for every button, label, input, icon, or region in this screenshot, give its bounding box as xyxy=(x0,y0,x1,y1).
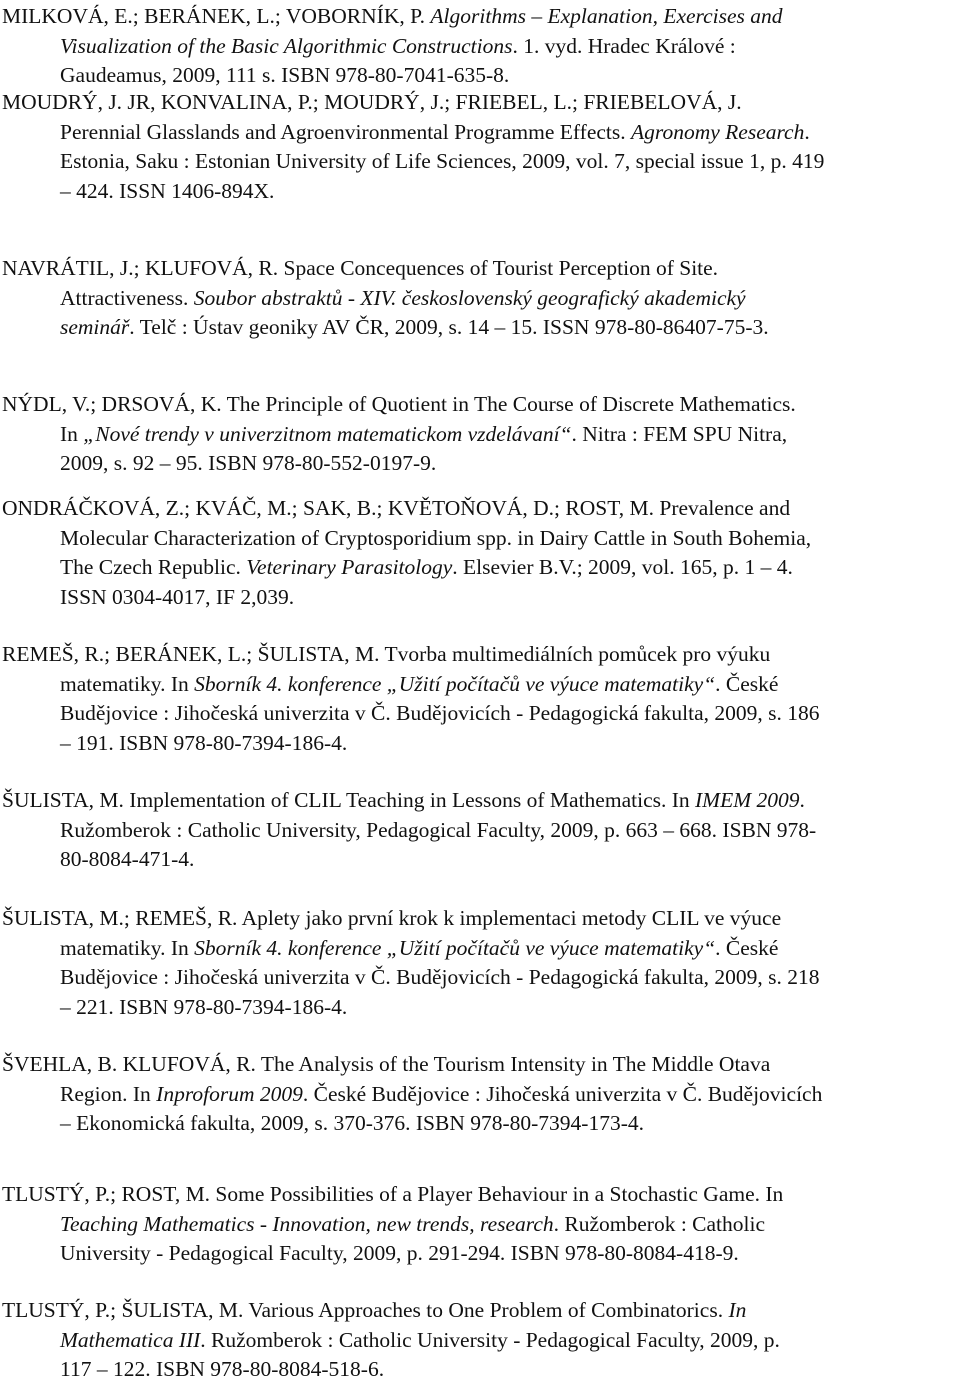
reference-text: NAVRÁTIL, J.; KLUFOVÁ, R. Space Concequences of Tourist Perception of Site. xyxy=(2,256,719,280)
reference-text: Estonia, Saku : Estonian University of Life Sciences, 2009, vol. 7, special issue 1, p. 419 xyxy=(60,149,825,173)
reference-line xyxy=(2,88,958,118)
reference-line xyxy=(2,1050,958,1080)
reference-line xyxy=(2,699,958,729)
reference-line xyxy=(2,1296,958,1326)
reference-text: . xyxy=(799,788,805,812)
reference-text: TLUSTÝ, P.; ROST, M. Some Possibilities of a Player Behaviour in a Stochastic Game. In xyxy=(2,1182,784,1206)
reference-line xyxy=(2,1355,958,1385)
reference-italic-text: Mathematica III xyxy=(60,1327,201,1352)
reference-text: ISSN 0304-4017, IF 2,039. xyxy=(60,584,295,609)
reference-entry-ondrackova xyxy=(2,494,958,612)
reference-text: . 1. vyd. Hradec Králové : xyxy=(512,33,736,58)
reference-text: TLUSTÝ, P.; ŠULISTA, M. Various Approaches to One Problem of Combinatorics. xyxy=(2,1298,729,1322)
reference-text: matematiky. In xyxy=(60,935,195,960)
reference-text: MOUDRÝ, J. JR, KONVALINA, P.; MOUDRÝ, J.; FRIEBEL, L.; FRIEBELOVÁ, J. xyxy=(2,90,742,114)
reference-text: MILKOVÁ, E.; BERÁNEK, L.; VOBORNÍK, P. xyxy=(2,4,431,28)
reference-text: 80-8084-471-4. xyxy=(60,847,195,871)
reference-italic-text: Inproforum 2009 xyxy=(156,1081,303,1106)
reference-text: – 221. ISBN 978-80-7394-186-4. xyxy=(60,994,348,1019)
reference-line xyxy=(2,816,958,846)
reference-line xyxy=(2,934,958,964)
reference-text: . Telč : Ústav geoniky AV ČR, 2009, s. 14 – 15. ISSN 978-80-86407-75-3. xyxy=(129,315,769,339)
reference-line xyxy=(2,177,958,207)
reference-text: University - Pedagogical Faculty, 2009, p. 291-294. ISBN 978-80-8084-418-9. xyxy=(60,1241,739,1265)
reference-line xyxy=(2,583,958,613)
reference-text: ŠVEHLA, B. KLUFOVÁ, R. The Analysis of the Tourism Intensity in The Middle Otava xyxy=(2,1052,771,1076)
reference-italic-text: In xyxy=(728,1298,747,1322)
reference-line xyxy=(2,1210,958,1240)
reference-text: Budějovice : Jihočeská univerzita v Č. Budějovicích - Pedagogická fakulta, 2009, s. 218 xyxy=(60,965,820,989)
reference-line xyxy=(2,118,958,148)
reference-entry-tlusty1 xyxy=(2,1180,958,1269)
reference-line xyxy=(2,1180,958,1210)
reference-text: Region. In xyxy=(60,1081,157,1106)
reference-text: The Czech Republic. xyxy=(60,555,247,579)
reference-italic-text: Agronomy Research xyxy=(631,119,805,144)
reference-italic-text: Soubor abstraktů - XIV. československý geografický akademický xyxy=(193,285,746,310)
reference-text: 2009, s. 92 – 95. ISBN 978-80-552-0197-9. xyxy=(60,451,437,475)
reference-text: . Nitra : FEM SPU Nitra, xyxy=(571,421,788,446)
reference-text: Attractiveness. xyxy=(60,285,194,310)
reference-line xyxy=(2,420,958,450)
reference-entry-nydl xyxy=(2,390,958,479)
reference-line xyxy=(2,449,958,479)
reference-line xyxy=(2,553,958,583)
reference-line xyxy=(2,670,958,700)
reference-line xyxy=(2,2,958,32)
reference-text: matematiky. In xyxy=(60,671,195,696)
reference-text: Perennial Glasslands and Agroenvironmental Programme Effects. xyxy=(60,119,631,144)
reference-text: ŠULISTA, M. Implementation of CLIL Teaching in Lessons of Mathematics. In xyxy=(2,788,696,812)
reference-line xyxy=(2,284,958,314)
reference-line xyxy=(2,147,958,177)
reference-text: 117 – 122. ISBN 978-80-8084-518-6. xyxy=(60,1357,385,1381)
reference-line xyxy=(2,1109,958,1139)
reference-italic-text: Sborník 4. konference „Užití počítačů ve výuce matematiky“ xyxy=(194,671,716,696)
reference-line xyxy=(2,494,958,524)
reference-entry-svehla xyxy=(2,1050,958,1139)
reference-italic-text: Veterinary Parasitology xyxy=(246,555,453,579)
reference-text: NÝDL, V.; DRSOVÁ, K. The Principle of Quotient in The Course of Discrete Mathematics. xyxy=(2,392,796,416)
reference-line xyxy=(2,640,958,670)
reference-line xyxy=(2,32,958,62)
reference-italic-text: „Nové trendy v univerzitnom matematickom vzdelávaní“ xyxy=(83,421,572,446)
reference-text: . České xyxy=(715,935,779,960)
reference-line xyxy=(2,254,958,284)
reference-text: – Ekonomická fakulta, 2009, s. 370-376. ISBN 978-80-7394-173-4. xyxy=(60,1111,645,1135)
reference-line xyxy=(2,904,958,934)
reference-text: . České Budějovice : Jihočeská univerzita v Č. Budějovicích xyxy=(302,1081,823,1106)
reference-text: . Ružomberok : Catholic University - Pedagogical Faculty, 2009, p. xyxy=(200,1327,780,1352)
reference-entry-moudry xyxy=(2,88,958,206)
reference-entry-sulista2 xyxy=(2,904,958,1022)
reference-italic-text: Sborník 4. konference „Užití počítačů ve výuce matematiky“ xyxy=(194,935,716,960)
reference-entry-sulista1 xyxy=(2,786,958,875)
reference-line xyxy=(2,1326,958,1356)
reference-text: Gaudeamus, 2009, 111 s. ISBN 978-80-7041-635-8. xyxy=(60,63,510,87)
reference-text: . Elsevier B.V.; 2009, vol. 165, p. 1 – 4. xyxy=(452,555,793,579)
reference-line xyxy=(2,1080,958,1110)
reference-line xyxy=(2,993,958,1023)
reference-text: Budějovice : Jihočeská univerzita v Č. Budějovicích - Pedagogická fakulta, 2009, s. 186 xyxy=(60,701,820,725)
reference-italic-text: seminář xyxy=(60,315,130,339)
reference-line xyxy=(2,845,958,875)
reference-line xyxy=(2,524,958,554)
reference-text: . Ružomberok : Catholic xyxy=(553,1211,766,1236)
reference-text: REMEŠ, R.; BERÁNEK, L.; ŠULISTA, M. Tvorba multimediálních pomůcek pro výuku xyxy=(2,642,771,666)
reference-entry-navratil xyxy=(2,254,958,343)
reference-text: ŠULISTA, M.; REMEŠ, R. Aplety jako první krok k implementaci metody CLIL ve výuce xyxy=(2,906,782,930)
reference-line xyxy=(2,1239,958,1269)
reference-line xyxy=(2,729,958,759)
reference-italic-text: IMEM 2009 xyxy=(695,788,800,812)
reference-line xyxy=(2,61,958,91)
reference-entry-milkova xyxy=(2,2,958,91)
reference-italic-text: Visualization of the Basic Algorithmic Constructions xyxy=(60,33,513,58)
reference-text: ONDRÁČKOVÁ, Z.; KVÁČ, M.; SAK, B.; KVĚTOŇOVÁ, D.; ROST, M. Prevalence and xyxy=(2,496,791,520)
reference-italic-text: Teaching Mathematics - Innovation, new trends, research xyxy=(60,1211,554,1236)
reference-text: Ružomberok : Catholic University, Pedagogical Faculty, 2009, p. 663 – 668. ISBN 978- xyxy=(60,817,817,842)
reference-entry-tlusty2 xyxy=(2,1296,958,1385)
reference-text: In xyxy=(60,421,84,446)
reference-text: . xyxy=(804,119,810,144)
reference-italic-text: Algorithms – Explanation, Exercises and xyxy=(430,4,783,28)
reference-text: . České xyxy=(715,671,779,696)
reference-line xyxy=(2,313,958,343)
reference-text: Molecular Characterization of Cryptosporidium spp. in Dairy Cattle in South Bohemia, xyxy=(60,525,812,550)
reference-line xyxy=(2,390,958,420)
reference-text: – 424. ISSN 1406-894X. xyxy=(60,178,275,203)
reference-text: – 191. ISBN 978-80-7394-186-4. xyxy=(60,730,348,755)
reference-line xyxy=(2,963,958,993)
reference-line xyxy=(2,786,958,816)
reference-entry-remes xyxy=(2,640,958,758)
